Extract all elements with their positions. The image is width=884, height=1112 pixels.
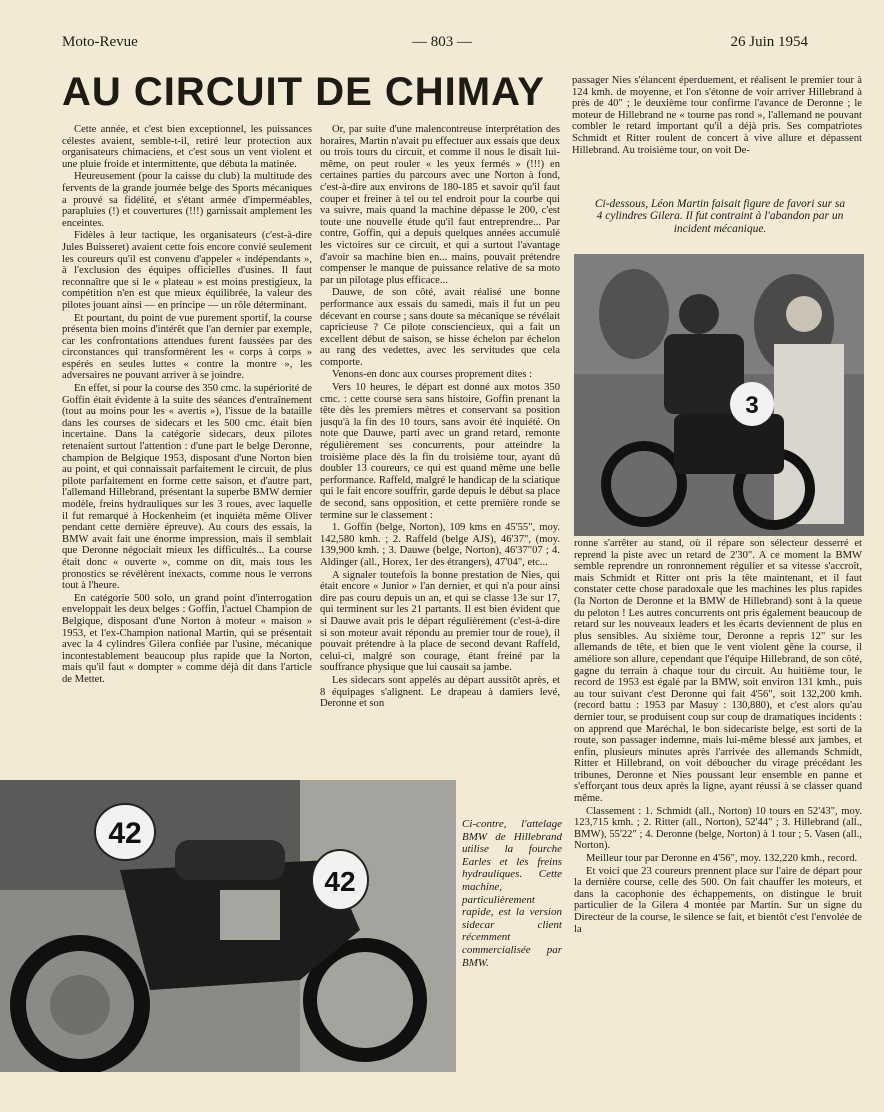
photo-martin-image xyxy=(574,254,864,536)
paragraph: A signaler toutefois la bonne prestation de Nies, qui était encore « Junior » l'an dernier, et qui n'a pour ainsi dire pas couru depuis un an, et qui se classe 13e sur 17, qui terminent sur les 21 partants. Il est bien évident que si Dauwe avait pris le départ régulièrement (c'est-à-dire si son moteur avait répondu au premier tour de roue), il pouvait prétendre à la place de second devant Raffeld, celui-ci, malgré son courage, étant freiné par la souffrance physique que lui causait sa jambe. xyxy=(320,569,560,674)
page-number: — 803 — xyxy=(412,34,472,50)
column-3-bottom xyxy=(574,538,862,1030)
column-3-top xyxy=(572,75,862,187)
paragraph: Et voici que 23 coureurs prennent place sur l'aire de départ pour la dernière course, celle des 500. On fait chauffer les moteurs, et dans la cacophonie des échappements, on distingue le bruit particulier de la Gilera 4 montée par Martin. Sur un signe du Directeur de la course, le silence se fait, et bientôt c'est l'envolée de la xyxy=(574,865,862,935)
paragraph: Or, par suite d'une malencontreuse interprétation des horaires, Martin n'avait pu effectuer aux essais que deux ou trois tours du circuit, et comme il nous le disait lui-même, on peut rouler « les yeux fermés » (!!!) en certaines parties du parcours avec une Norton à fond, c'est-à-dire aux environs de 180-185 et savoir qu'il faut couper et freiner à tel ou tel endroit pour la courbe qui va suivre, mais quand la machine dépasse le 200, c'est toute une nouvelle étude qu'il faut entreprendre... Par contre, Goffin, qui a depuis quelques années accumulé les victoires sur ce circuit, et qui a surtout l'avantage d'avoir sa machine bien en... mains, pouvait prétendre compenser le manque de puissance relative de sa moto par un pilotage plus efficace... xyxy=(320,124,560,286)
column-1 xyxy=(62,124,312,774)
paragraph: En catégorie 500 solo, un grand point d'interrogation enveloppait les deux belges : Goffin, l'actuel Champion de Belgique, disposant d'une Norton à moteur « maison » 1953, et l'ex-Champion national Martin, qui se présentait avec la 4 cylindres Gilera confiée par l'usine, mécanique incontestablement beaucoup plus rapide que la Norton, mais qu'il faut « dompter » comme déjà dit dans l'article de Mettet. xyxy=(62,592,312,685)
paragraph: Les sidecars sont appelés au départ aussitôt après, et 8 équipages s'alignent. Le drapeau à damiers levé, Deronne et son xyxy=(320,674,560,710)
paragraph: Heureusement (pour la caisse du club) la multitude des fervents de la grande journée belge des Sports mécaniques a prouvé sa fidélité, et s'étant armée d'imperméables, parapluies (!) et couvertures (!!!) garnissait amplement les enceintes. xyxy=(62,171,312,229)
issue-date: 26 Juin 1954 xyxy=(730,34,808,50)
photo-caption-martin: Ci-dessous, Léon Martin faisait figure de favori sur sa 4 cylindres Gilera. Il fut contraint à l'abandon par un incident mécanique. xyxy=(594,198,846,235)
photo-bmw-sidecar xyxy=(0,780,456,1072)
paragraph: 1. Goffin (belge, Norton), 109 kms en 45'55", moy. 142,580 kmh. ; 2. Raffeld (belge AJS), 46'37", (moy. 139,900 kmh. ; 3. Dauwe (belge, Norton), 46'37"07 ; 4. Aldinger (all., Horex, 1er des étrangers), 47'04", etc... xyxy=(320,522,560,568)
paragraph: passager Nies s'élancent éperduement, et réalisent le premier tour à 124 kmh. de moyenne, et l'on s'étonne de voir arriver Hillebrand à près de 40" ; le deuxième tour confirme l'avance de Deronne ; le moteur de Hillebrand ne « tourne pas rond », l'allemand ne pouvant combler le retard important qu'il a déjà pris. Ses compatriotes Schmidt et Ritter roulent de concert à vive allure et dépassent Hillebrand. Au troisième tour, on voit De- xyxy=(572,75,862,156)
paragraph: En effet, si pour la course des 350 cmc. la supériorité de Goffin était évidente à la suite des séances d'entraînement (tout au moins pour les « avertis »), l'issue de la bataille dans les courses de sidecars et les 500 cmc. était bien incertaine. Dans la catégorie sidecars, deux pilotes retenaient surtout l'attention : d'une part le belge Deronne, champion de Belgique 1953, disposant d'une Norton bien au point, et qui connaissait parfaitement le circuit, de plus pilote parfaitement en forme cette saison, et d'autre part, l'allemand Hillebrand, présentant la superbe BMW dernier modèle, freins hydrauliques sur les 3 roues, avec laquelle il fut remarqué à Hockenheim (et inquiéta même Oliver pendant cette dernière épreuve). Au cours des essais, la BMW avait fait une énorme impression, mais il semblait que Deronne négociait mieux les difficultés... La course était donc « ouverte », comme on dit, mais tous les pronostics se révélèrent inexacts, comme nous le verrons tout à l'heure. xyxy=(62,383,312,592)
photo-bmw-image xyxy=(0,780,456,1072)
photo-caption-bmw: Ci-contre, l'attelage BMW de Hillebrand utilise la fourche Earles et les freins hydrauliques. Cette machine, particulièrement rapide, est la version sidecar client récemment commercialisée par BMW. xyxy=(462,818,562,969)
paragraph: Cette année, et c'est bien exceptionnel, les puissances célestes avaient, semble-t-il, retiré leur protection aux organisateurs chimaciens, et c'est sous un vent violent et une pluie froide et intermittente, que débuta la matinée. xyxy=(62,124,312,170)
paragraph: Classement : 1. Schmidt (all., Norton) 10 tours en 52'43", moy. 123,715 kmh. ; 2. Ritter (all., Norton), 52'44" ; 3. Hillebrand (all., BMW), 55'22" ; 4. Deronne (belge, Norton) à 1 tour ; 5. Vasen (all., Norton). xyxy=(574,805,862,852)
race-number-side: 42 xyxy=(324,866,356,897)
paragraph: Venons-en donc aux courses proprement dites : xyxy=(332,369,533,381)
paragraph: Dauwe, de son côté, avait réalisé une bonne performance aux essais du samedi, mais il fut un peu décevant en course ; sans doute sa mécanique se révélait capricieuse ? Ce pilote consciencieux, qui a fait un excellent début de saison, se hisse échelon par échelon au rang des vedettes, avec les servitudes que cela comporte. xyxy=(320,287,560,368)
paragraph: Et pourtant, du point de vue purement sportif, la course présenta bien moins d'intérêt que l'an dernier par exemple, car les confrontations attendues furent faussées par des circonstances qui transformèrent les « corps à corps » espérés en seules luttes « contre la montre », les adversaires ne pouvant arriver à se joindre. xyxy=(62,312,312,382)
article-title: AU CIRCUIT DE CHIMAY xyxy=(62,70,545,114)
photo-martin-gilera xyxy=(574,254,864,536)
paragraph: ronne s'arrêter au stand, où il répare son sélecteur desserré et reprend la piste avec un retard de 2'30". A ce moment la BMW semble reprendre un ronronnement régulier et sa vitesse s'accroît, mais Schmidt et Ritter ont pris la tête maintenant, et il faut constater cette chose paradoxale que les machines les plus rapides (la Norton de Deronne et la BMW de Hillebrand) sont à la queue du peloton ! Les autres concurrents ont pris également beaucoup de retard sur les nouveaux leaders et les écarts deviennent de plus en plus sensibles. Au sixième tour, Deronne a repris 12" sur les allemands de tête, et bien que le vent violent gêne la course, il améliore son allure, cependant que l'équipe Hillebrand, de son côté, gagne du terrain à chaque tour du circuit. Au huitième tour, le record de 1953 est égalé par la BMW, soit environ 131 kmh., puis au tour suivant c'est Deronne qui fait 4'56", soit 132,200 kmh. (record battu : 1953 par Masuy : 130,880), et c'est alors qu'au dernier tour, se produisent coup sur coup de dramatiques incidents : on apprend que Maréchal, le bon sidecariste belge, est sorti de la route, son passager indemne, mais lui-même blessé aux jambes, et enfin, plusieurs minutes après l'arrivée des allemands Schmidt, Ritter et Hillebrand, on voit déboucher du virage précédant les tribunes, Deronne et Nies poussant leur ensemble en panne et s'efforçant tous deux après la ligne, ayant réussi à se classer quand même. xyxy=(574,538,862,805)
paragraph: Meilleur tour par Deronne en 4'56", moy. 132,220 kmh., record. xyxy=(586,853,858,865)
magazine-name: Moto-Revue xyxy=(62,34,138,50)
race-number: 3 xyxy=(745,392,759,419)
paragraph: Vers 10 heures, le départ est donné aux motos 350 cmc. : cette course sera sans histoire, Goffin prenant la tête dès les premiers mètres et conservant sa position jusqu'à la fin des 10 tours, sans avoir été inquiété. On note que Dauwe, parti avec un grand retard, remonte régulièrement ses concurrents, pour atteindre la troisième place dès la fin du troisième tour, ayant dû doubler 13 coureurs, ce qui est quand même une belle performance. Raffeld, malgré le handicap de la sciatique qui le fait encore souffrir, garde depuis le début sa place de second, sans opposition, et cette première ronde se termine sur le classement : xyxy=(320,382,560,521)
race-number-front: 42 xyxy=(108,817,142,850)
column-2 xyxy=(320,124,560,772)
paragraph: Fidèles à leur tactique, les organisateurs (c'est-à-dire Jules Buisseret) avaient cette fois encore convié seulement les coureurs qu'il est convenu d'appeler « indépendants », à l'exclusion des équipes officielles d'usines. Il faut reconnaître que si le « plateau » est moins prestigieux, la compétition n'en est que mieux équilibrée, la valeur des pilotes jouant ainsi — en principe — un rôle déterminant. xyxy=(62,230,312,311)
